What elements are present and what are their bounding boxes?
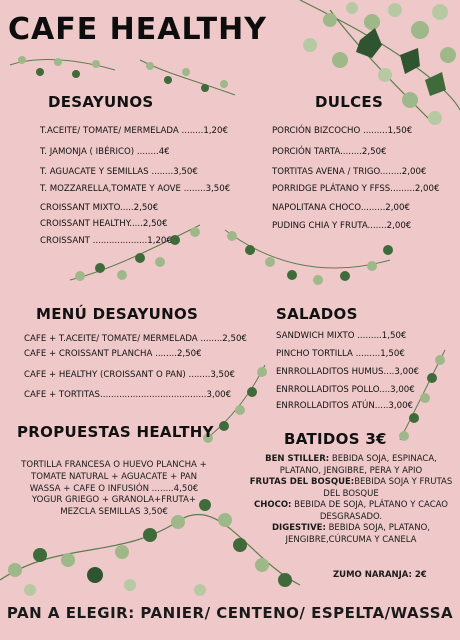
list-item: TORTITAS AVENA / TRIGO........2,00€ bbox=[272, 167, 427, 177]
list-item: PINCHO TORTILLA .........1,50€ bbox=[276, 349, 405, 359]
batidos-list bbox=[246, 454, 456, 546]
list-item: CROISSANT ....................1,20€ bbox=[40, 236, 172, 246]
list-item: PORRIDGE PLÁTANO Y FFSS.........2,00€ bbox=[272, 184, 440, 194]
batido-desc: BEBIDA SOJA, PLATANO, JENGIBRE,CÚRCUMA Y CANELA bbox=[285, 523, 430, 545]
propuestas-line: TORTILLA FRANCESA O HUEVO PLANCHA + bbox=[21, 460, 207, 470]
list-item: T. JAMONJA ( IBÉRICO) ........4€ bbox=[40, 147, 170, 157]
footer-bread-options: PAN A ELEGIR: PANIER/ CENTENO/ ESPELTA/WASSA bbox=[6, 604, 454, 622]
batido-name: FRUTAS DEL BOSQUE: bbox=[249, 477, 355, 487]
list-item: ENRROLLADITOS POLLO....3,00€ bbox=[276, 385, 415, 395]
list-item: T.ACEITE/ TOMATE/ MERMELADA ........1,20€ bbox=[40, 126, 228, 136]
batido-name: DIGESTIVE: bbox=[272, 523, 326, 533]
list-item bbox=[246, 523, 456, 546]
batido-desc: BEBIDA SOJA, ESPINACA, PLATANO, JENGIBRE, PERA Y APIO bbox=[279, 454, 437, 476]
page-title: CAFE HEALTHY bbox=[8, 12, 267, 47]
list-item: NAPOLITANA CHOCO.........2,00€ bbox=[272, 203, 410, 213]
list-item: CROISSANT HEALTHY.....2,50€ bbox=[40, 219, 168, 229]
list-item: CAFE + HEALTHY (CROISSANT O PAN) ........3,50€ bbox=[24, 370, 235, 380]
list-item: T. MOZZARELLA,TOMATE Y AOVE ........3,50€ bbox=[40, 184, 231, 194]
list-item bbox=[246, 477, 456, 500]
list-item: PORCIÓN BIZCOCHO .........1,50€ bbox=[272, 126, 413, 136]
batido-desc: BEBIDA DE SOJA, PLÁTANO Y CACAO DESGRASADO. bbox=[291, 500, 448, 522]
salados-heading: SALADOS bbox=[276, 305, 358, 323]
batido-name: CHOCO: bbox=[254, 500, 292, 510]
list-item bbox=[246, 454, 456, 477]
list-item bbox=[246, 500, 456, 523]
menu-heading: MENÚ DESAYUNOS bbox=[36, 305, 199, 323]
list-item: PUDING CHIA Y FRUTA.......2,00€ bbox=[272, 221, 412, 231]
list-item: T. AGUACATE Y SEMILLAS ........3,50€ bbox=[40, 167, 198, 177]
list-item: CAFE + TORTITAS.......................................3,00€ bbox=[24, 390, 232, 400]
list-item: PORCIÓN TARTA........2,50€ bbox=[272, 147, 387, 157]
list-item: SANDWICH MIXTO .........1,50€ bbox=[276, 331, 407, 341]
list-item: CROISSANT MIXTO.....2,50€ bbox=[40, 203, 159, 213]
zumo-naranja: ZUMO NARANJA: 2€ bbox=[333, 570, 427, 580]
list-item: ENRROLLADITOS ATÚN.....3,00€ bbox=[276, 401, 414, 411]
list-item: CAFE + T.ACEITE/ TOMATE/ MERMELADA ........2,50€ bbox=[24, 334, 247, 344]
propuestas-line: YOGUR GRIEGO + GRANOLA+FRUTA+ bbox=[31, 495, 197, 506]
list-item: ENRROLLADITOS HUMUS....3,00€ bbox=[276, 367, 420, 377]
dulces-heading: DULCES bbox=[315, 93, 384, 111]
propuestas-text bbox=[10, 460, 218, 519]
desayunos-heading: DESAYUNOS bbox=[48, 93, 154, 111]
batido-desc: BEBIDA SOJA Y FRUTAS DEL BOSQUE bbox=[323, 477, 453, 499]
batido-name: BEN STILLER: bbox=[265, 454, 330, 464]
propuestas-line: MEZCLA SEMILLAS 3,50€ bbox=[60, 507, 168, 518]
propuestas-heading: PROPUESTAS HEALTHY bbox=[17, 423, 214, 441]
batidos-heading: BATIDOS 3€ bbox=[284, 430, 387, 448]
propuestas-line: WASSA + CAFE O INFUSIÓN ........4,50€ bbox=[29, 483, 199, 494]
propuestas-line: TOMATE NATURAL + AGUACATE + PAN bbox=[30, 471, 198, 482]
list-item: CAFE + CROISSANT PLANCHA ........2,50€ bbox=[24, 349, 202, 359]
